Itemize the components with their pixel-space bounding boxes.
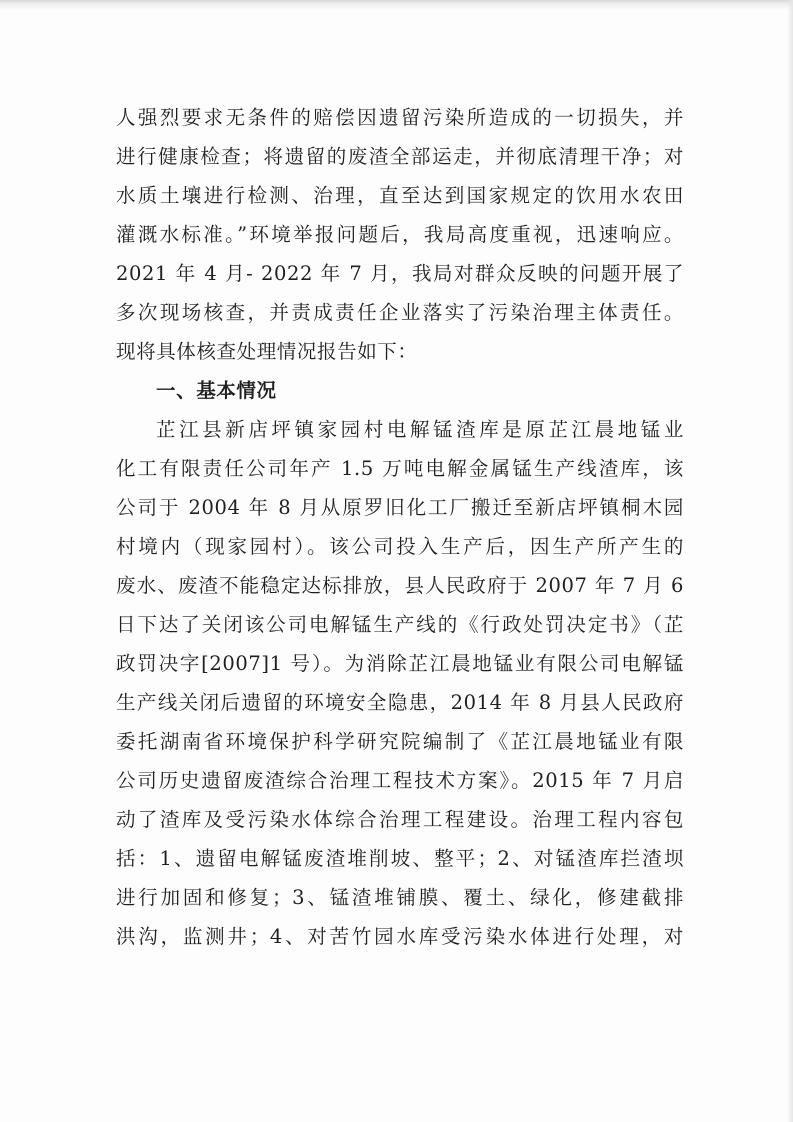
section-paragraph-line: 进行加固和修复；3、锰渣堆铺膜、覆土、绿化，修建截排 — [116, 886, 684, 909]
paragraph-line: 人强烈要求无条件的赔偿因遗留污染所造成的一切损失，并 — [116, 106, 684, 129]
section-paragraph-line: 动了渣库及受污染水体综合治理工程建设。治理工程内容包 — [116, 808, 684, 831]
paragraph-line: 水质土壤进行检测、治理，直至达到国家规定的饮用水农田 — [116, 184, 684, 207]
section-paragraph-line: 政罚决字[2007]1 号）。为消除芷江晨地锰业有限公司电解锰 — [116, 652, 684, 675]
section-paragraph-line: 括：1、遗留电解锰废渣堆削坡、整平；2、对锰渣库拦渣坝 — [116, 847, 684, 870]
section-paragraph-line: 公司于 2004 年 8 月从原罗旧化工厂搬迁至新店坪镇桐木园 — [116, 496, 684, 519]
scan-shadow-right — [787, 0, 793, 1122]
section-paragraph-line: 生产线关闭后遗留的环境安全隐患，2014 年 8 月县人民政府 — [116, 691, 684, 714]
section-paragraph-line: 公司历史遗留废渣综合治理工程技术方案》。2015 年 7 月启 — [116, 769, 684, 792]
paragraph-line: 多次现场核查，并责成责任企业落实了污染治理主体责任。 — [116, 301, 684, 324]
paragraph-line: 2021 年 4 月- 2022 年 7 月，我局对群众反映的问题开展了 — [116, 262, 684, 285]
section-paragraph-line: 洪沟，监测井；4、对苦竹园水库受污染水体进行处理，对 — [116, 925, 684, 948]
section-paragraph-line: 委托湖南省环境保护科学研究院编制了《芷江晨地锰业有限 — [116, 730, 684, 753]
section-paragraph-line: 化工有限责任公司年产 1.5 万吨电解金属锰生产线渣库，该 — [116, 457, 684, 480]
paragraph-line: 灌溉水标准。”环境举报问题后，我局高度重视，迅速响应。 — [116, 223, 684, 246]
paragraph-line: 现将具体核查处理情况报告如下： — [116, 340, 418, 363]
section-paragraph-line: 村境内（现家园村）。该公司投入生产后，因生产所产生的 — [116, 535, 684, 558]
section-paragraph-line: 日下达了关闭该公司电解锰生产线的《行政处罚决定书》（芷 — [116, 613, 684, 636]
section-heading: 一、基本情况 — [156, 379, 277, 402]
scan-shadow-top — [0, 0, 793, 10]
paragraph-line: 进行健康检查；将遗留的废渣全部运走，并彻底清理干净；对 — [116, 145, 684, 168]
section-paragraph-line: 芷江县新店坪镇家园村电解锰渣库是原芷江晨地锰业 — [156, 418, 684, 441]
document-body — [116, 98, 684, 956]
section-paragraph-line: 废水、废渣不能稳定达标排放，县人民政府于 2007 年 7 月 6 — [116, 574, 684, 597]
